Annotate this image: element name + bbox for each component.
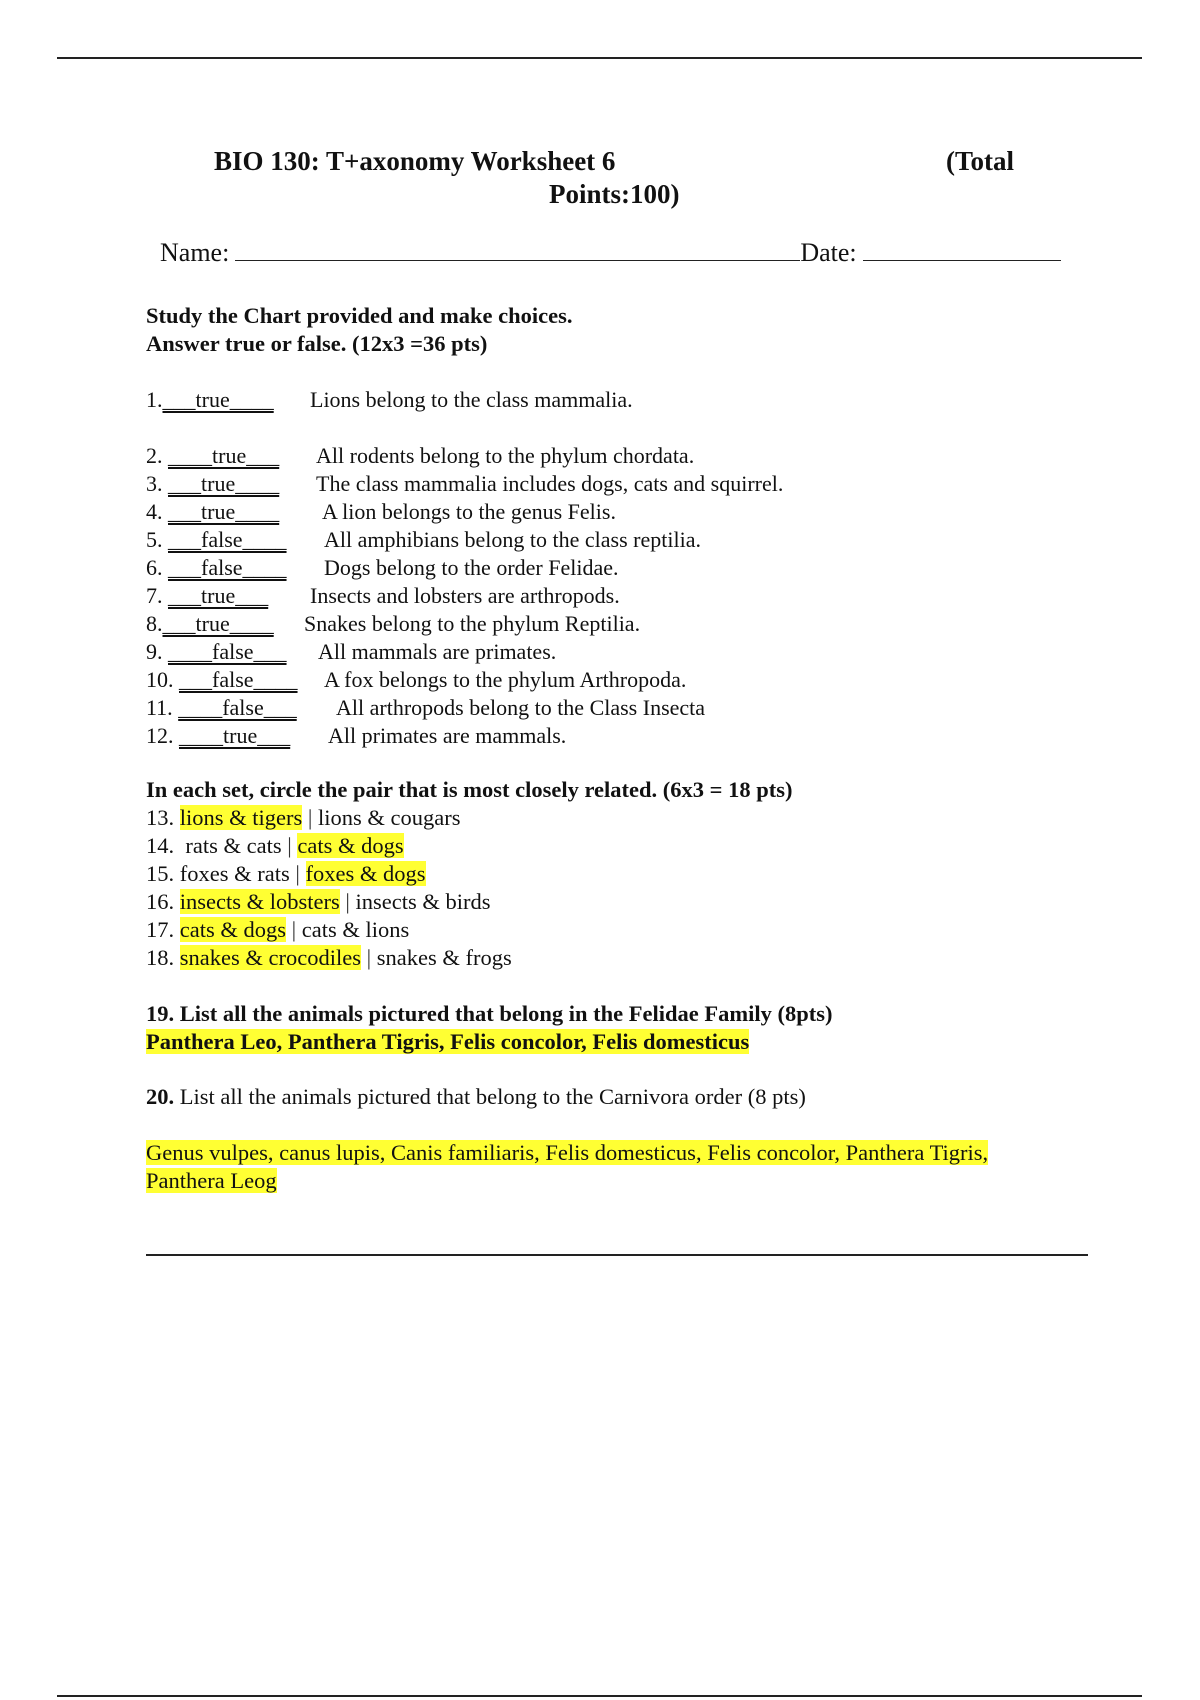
question-text: A lion belongs to the genus Felis. (322, 499, 616, 524)
question-text: A fox belongs to the phylum Arthropoda. (324, 667, 687, 692)
total-points-label: (Total (946, 146, 1015, 176)
item-number: 18. (146, 945, 175, 970)
pair-option-selected[interactable]: lions & tigers (179, 805, 303, 830)
item-number: 3. (146, 471, 163, 496)
list-item (146, 526, 701, 554)
item-number: 15. (146, 861, 175, 886)
list-item (146, 694, 706, 722)
points-value: Points:100) (549, 179, 680, 209)
list-item (146, 470, 784, 498)
q19-answer-line (146, 1028, 749, 1056)
pair-option-selected[interactable]: cats & dogs (179, 917, 286, 942)
list-item (146, 498, 616, 526)
item-number: 13. (146, 805, 175, 830)
list-item (146, 442, 695, 470)
list-item (146, 916, 512, 944)
section2-instruction: In each set, circle the pair that is most closely related. (6x3 = 18 pts) (146, 777, 793, 802)
answer-blank[interactable]: ___true____ (162, 611, 274, 636)
date-field[interactable] (863, 238, 1061, 261)
answer-blank[interactable]: ___false____ (168, 555, 287, 580)
section1-subinstruction: Answer true or false. (12x3 =36 pts) (146, 331, 488, 356)
q20-answer-line1: Genus vulpes, canus lupis, Canis familiaris, Felis domesticus, Felis concolor, Panthera Tigris, (146, 1140, 989, 1165)
item-number: 6. (146, 555, 163, 580)
end-rule (146, 1254, 1088, 1256)
item-number: 1. (146, 387, 163, 412)
date-label: Date: (800, 238, 857, 267)
question-text: Lions belong to the class mammalia. (310, 387, 633, 412)
name-date-row (160, 238, 1061, 268)
question-text: Dogs belong to the order Felidae. (324, 555, 619, 580)
pair-option[interactable]: foxes & rats (179, 861, 290, 886)
pair-list (146, 804, 512, 972)
answer-blank[interactable]: ___true____ (168, 499, 280, 524)
pair-option-selected[interactable]: cats & dogs (297, 833, 404, 858)
section1-instruction: Study the Chart provided and make choices. (146, 303, 573, 328)
answer-blank[interactable]: ____true___ (179, 723, 291, 748)
q20-question: List all the animals pictured that belong to the Carnivora order (8 pts) (179, 1084, 806, 1109)
answer-blank[interactable]: ___true____ (168, 471, 280, 496)
list-item (146, 386, 633, 414)
question-text: All arthropods belong to the Class Insecta (336, 695, 706, 720)
list-item (146, 804, 512, 832)
pair-option-selected[interactable]: insects & lobsters (179, 889, 340, 914)
q20-question-line (146, 1083, 806, 1111)
item-number: 7. (146, 583, 163, 608)
question-text: The class mammalia includes dogs, cats and squirrel. (316, 471, 784, 496)
separator: | (302, 805, 319, 830)
q20-number: 20. (146, 1084, 175, 1109)
pair-option[interactable]: cats & lions (301, 917, 410, 942)
name-field[interactable] (235, 238, 800, 261)
separator: | (281, 833, 298, 858)
question-text: Snakes belong to the phylum Reptilia. (304, 611, 641, 636)
list-item (146, 666, 687, 694)
answer-blank[interactable]: ___true___ (168, 583, 269, 608)
answer-blank[interactable]: ___false____ (168, 527, 287, 552)
pair-option-selected[interactable]: snakes & crocodiles (179, 945, 361, 970)
list-item (146, 638, 557, 666)
answer-blank[interactable]: ____true___ (168, 443, 280, 468)
item-number: 17. (146, 917, 175, 942)
pair-option[interactable]: insects & birds (355, 889, 491, 914)
answer-blank[interactable]: ___true____ (162, 387, 274, 412)
pair-option[interactable]: rats & cats (185, 833, 282, 858)
pair-option[interactable]: snakes & frogs (376, 945, 512, 970)
list-item (146, 554, 619, 582)
q19-question: 19. List all the animals pictured that belong in the Felidae Family (8pts) (146, 1001, 833, 1026)
question-text: All primates are mammals. (328, 723, 567, 748)
list-item (146, 610, 641, 638)
item-number: 16. (146, 889, 175, 914)
item-number: 9. (146, 639, 163, 664)
answer-blank[interactable]: ____false___ (178, 695, 297, 720)
list-item (146, 722, 567, 750)
item-number: 4. (146, 499, 163, 524)
list-item (146, 582, 620, 610)
q19-answer: Panthera Leo, Panthera Tigris, Felis concolor, Felis domesticus (146, 1029, 750, 1054)
item-number: 11. (146, 695, 173, 720)
question-text: Insects and lobsters are arthropods. (310, 583, 620, 608)
list-item (146, 888, 512, 916)
item-number: 5. (146, 527, 163, 552)
separator: | (286, 917, 302, 942)
q20-answer (146, 1139, 988, 1195)
item-number: 10. (146, 667, 174, 692)
question-text: All amphibians belong to the class reptilia. (324, 527, 701, 552)
separator: | (360, 945, 377, 970)
answer-blank[interactable]: ____false___ (168, 639, 287, 664)
separator: | (289, 861, 306, 886)
answer-blank[interactable]: ___false____ (179, 667, 298, 692)
name-label: Name: (160, 238, 230, 267)
pair-option[interactable]: lions & cougars (318, 805, 461, 830)
top-rule (57, 57, 1142, 59)
item-number: 8. (146, 611, 163, 636)
item-number: 2. (146, 443, 163, 468)
separator: | (339, 889, 356, 914)
question-text: All rodents belong to the phylum chordata. (316, 443, 695, 468)
pair-option-selected[interactable]: foxes & dogs (305, 861, 426, 886)
list-item (146, 860, 512, 888)
bottom-rule (57, 1695, 1142, 1697)
question-text: All mammals are primates. (318, 639, 557, 664)
worksheet-title: BIO 130: T+axonomy Worksheet 6 (214, 146, 616, 176)
item-number: 12. (146, 723, 174, 748)
list-item (146, 832, 512, 860)
q20-answer-line2: Panthera Leog (146, 1168, 277, 1193)
item-number: 14. (146, 833, 175, 858)
list-item (146, 944, 512, 972)
